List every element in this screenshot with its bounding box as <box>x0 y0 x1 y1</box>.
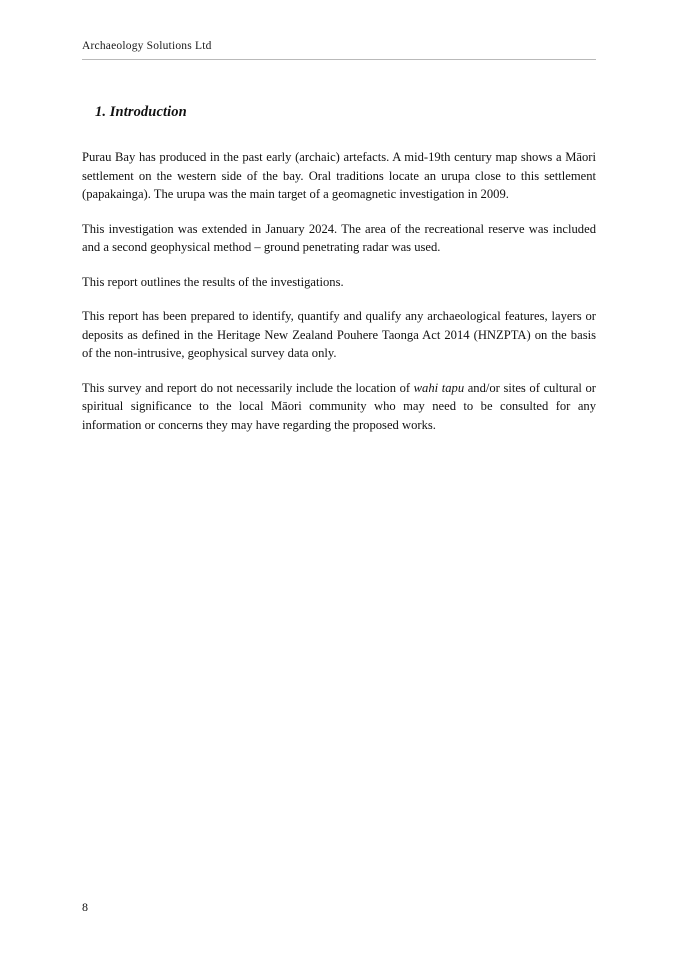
section-title: 1. Introduction <box>95 104 187 120</box>
paragraph-3: This report outlines the results of the investigations. <box>82 274 344 289</box>
paragraph-1: Purau Bay has produced in the past early (archaic) artefacts. A mid-19th century map shows a Māori settlement on the western side of the bay. Oral traditions locate an urupa close to this settlement (papakainga). The urupa was the main target of a geomagnetic investigation in 2009. <box>82 150 596 201</box>
paragraph-5-after-italic: and/or sites of cultural or spiritual significance to the local Māori community who may need to be consulted for any information or concerns they may have regarding the proposed works. <box>82 380 596 432</box>
paragraph-5-before-italic: This survey and report do not necessarily include the location of <box>82 380 414 395</box>
paragraph-5 <box>82 379 596 435</box>
header-organisation: Archaeology Solutions Ltd <box>82 40 212 52</box>
page-content <box>82 104 596 434</box>
paragraph-2: This investigation was extended in January 2024. The area of the recreational reserve was included and a second geophysical method – ground penetrating radar was used. <box>82 221 596 254</box>
paragraph-5-italic-term: wahi tapu <box>413 380 465 395</box>
page-header <box>82 36 596 60</box>
paragraph-4: This report has been prepared to identify, quantify and qualify any archaeological features, layers or deposits as defined in the Heritage New Zealand Pouhere Taonga Act 2014 (HNZPTA) on the basis of the non-intrusive, geophysical survey data only. <box>82 309 596 360</box>
page-number: 8 <box>82 900 88 914</box>
